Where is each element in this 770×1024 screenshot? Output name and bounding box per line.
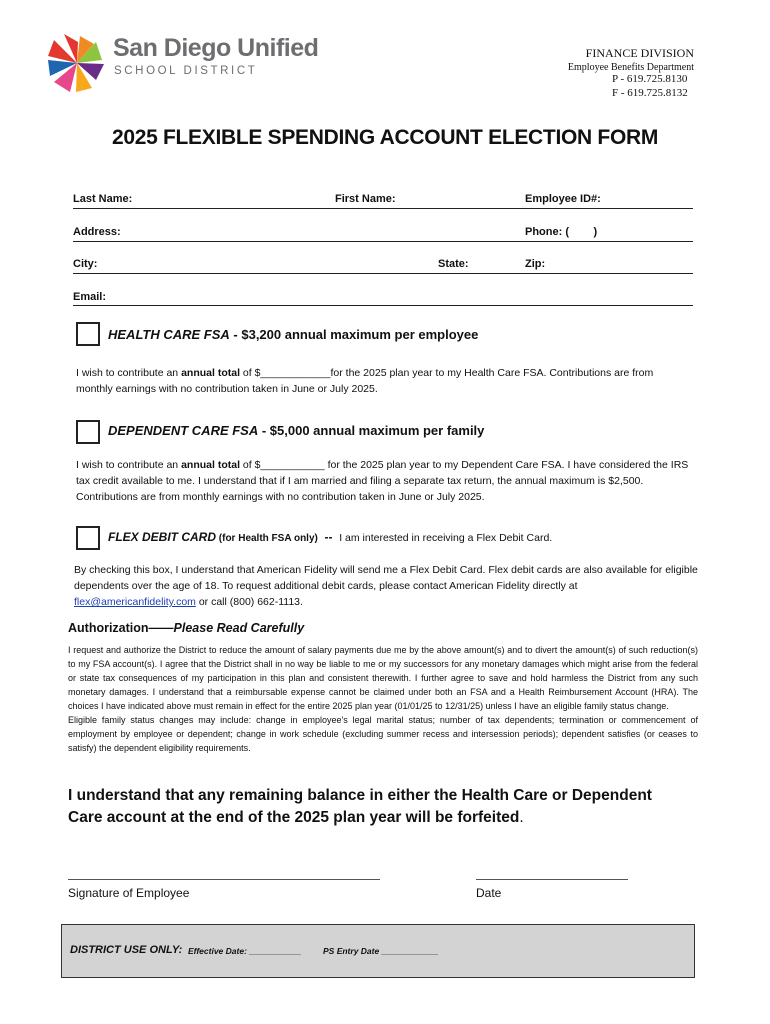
- forfeit-line-2: [68, 807, 748, 829]
- authorization-heading-label: Authorization: [68, 621, 149, 635]
- employee-id-label: Employee ID#:: [525, 193, 601, 205]
- flex-debit-checkbox[interactable]: [76, 526, 100, 550]
- authorization-heading: [68, 621, 304, 635]
- authorization-paragraph-1: I request and authorize the District to reduce the amount of salary payments due me by the above amount(s) and to divert the amount(s) of such reduction(s) to my FSA account(s). I agree that the District shall in no way be liable to me or my successors for any monetary damages which might arise from the federal or state tax consequences of my participation in this plan and consistent therewith. I further agree to save and hold harmless the District from any such monetary damages. I understand that a reimbursable expense cannot be claimed under both an FSA and a Health Reimbursement Account (HRA). The choices I have indicated above must remain in effect for the entire 2025 plan year (01/01/25 to 12/31/25) unless I have an eligible family status change.: [68, 645, 698, 711]
- health-care-text-a: I wish to contribute an: [76, 367, 182, 379]
- page-title: 2025 FLEXIBLE SPENDING ACCOUNT ELECTION FORM: [111, 126, 659, 149]
- health-care-title-rest: - $3,200 annual maximum per employee: [229, 327, 479, 342]
- dependent-care-title: [108, 423, 484, 438]
- phone-number: P - 619.725.8130: [612, 73, 688, 85]
- flex-email-link[interactable]: flex@americanfidelity.com: [74, 596, 196, 608]
- flex-debit-title: [108, 530, 552, 544]
- city-label: City:: [73, 258, 98, 270]
- flex-debit-title-paren: (for Health FSA only): [216, 533, 318, 544]
- health-care-checkbox[interactable]: [76, 322, 100, 346]
- health-care-text: [76, 365, 686, 397]
- health-care-title-italic: HEALTH CARE FSA: [108, 327, 230, 342]
- date-signature-line[interactable]: [476, 879, 628, 880]
- dependent-care-title-italic: DEPENDENT CARE FSA: [108, 423, 259, 438]
- authorization-heading-dash: ——: [148, 621, 174, 635]
- ps-entry-date-field[interactable]: PS Entry Date ____________: [323, 946, 439, 956]
- department-name: Employee Benefits Department: [567, 62, 694, 73]
- address-label: Address:: [73, 226, 121, 238]
- flex-debit-interest: I am interested in receiving a Flex Debit Card.: [339, 532, 553, 544]
- forfeit-line-2-text: Care account at the end of the 2025 plan year will be forfeited: [68, 809, 520, 826]
- address-row-line[interactable]: [73, 241, 693, 242]
- dependent-care-checkbox[interactable]: [76, 420, 100, 444]
- email-label: Email:: [73, 291, 107, 303]
- flex-debit-dash: --: [317, 530, 340, 544]
- email-row-line[interactable]: [73, 305, 693, 306]
- city-row-line[interactable]: [73, 273, 693, 274]
- last-name-label: Last Name:: [73, 193, 133, 205]
- org-name: San Diego Unified: [113, 34, 319, 62]
- dependent-care-title-rest: - $5,000 annual maximum per family: [258, 423, 485, 438]
- dependent-care-text-a: I wish to contribute an: [76, 459, 182, 471]
- star-logo-icon: [44, 30, 110, 96]
- forfeit-period: .: [519, 809, 524, 826]
- zip-label: Zip:: [525, 258, 546, 270]
- date-label: Date: [476, 886, 502, 900]
- dependent-care-text-c: of $___________ for the 2025 plan year to my Dependent Care FSA. I have considered the IRS tax credit available to me. I understand that if I am married and filing a separate tax return, the annual maximum is $2,500. Contributions are from monthly earnings with no contribution taken in June or July 2025.: [76, 459, 689, 503]
- health-care-text-c: of $____________for the 2025 plan year to my Health Care FSA. Contributions are from monthly earnings with no contribution taken in June or July 2025.: [76, 367, 654, 395]
- district-use-label: DISTRICT USE ONLY:: [70, 944, 183, 956]
- district-logo: [44, 30, 110, 96]
- flex-debit-text-b: or call (800) 662-1113.: [195, 596, 303, 608]
- forfeit-statement: [68, 785, 748, 829]
- phone-label: Phone: ( ): [525, 226, 598, 238]
- employee-signature-label: Signature of Employee: [68, 886, 190, 900]
- name-row-line[interactable]: [73, 208, 693, 209]
- district-use-box: [61, 924, 695, 978]
- org-subtitle: SCHOOL DISTRICT: [114, 65, 258, 77]
- effective-date-field[interactable]: Effective Date: ___________: [188, 946, 302, 956]
- dependent-care-text: [76, 457, 691, 505]
- fax-number: F - 619.725.8132: [612, 87, 688, 99]
- flex-debit-text-a: By checking this box, I understand that American Fidelity will send me a Flex Debit Card. Flex debit cards are also available for eligible dependents over the age of 18. To request additional debit cards, please contact American Fidelity directly at: [74, 564, 698, 592]
- authorization-text: [68, 643, 698, 755]
- flex-debit-text: [74, 562, 699, 610]
- employee-signature-line[interactable]: [68, 879, 380, 880]
- forfeit-line-1: I understand that any remaining balance in either the Health Care or Dependent: [68, 787, 652, 804]
- dependent-care-annual-total: annual total: [181, 459, 240, 471]
- authorization-heading-italic: Please Read Carefully: [173, 621, 305, 635]
- health-care-title: [108, 327, 478, 342]
- flex-debit-title-italic: FLEX DEBIT CARD: [108, 530, 216, 544]
- division-name: FINANCE DIVISION: [585, 46, 694, 60]
- health-care-annual-total: annual total: [181, 367, 240, 379]
- state-label: State:: [438, 258, 469, 270]
- authorization-paragraph-2: Eligible family status changes may include: change in employee's legal marital status; number of tax dependents; termination or commencement of employment by employee or dependent; change in work schedule (excluding summer recess and intersession periods); dependent satisfies (or ceases to satisfy) the dependent eligibility requirements.: [68, 715, 698, 753]
- first-name-label: First Name:: [335, 193, 396, 205]
